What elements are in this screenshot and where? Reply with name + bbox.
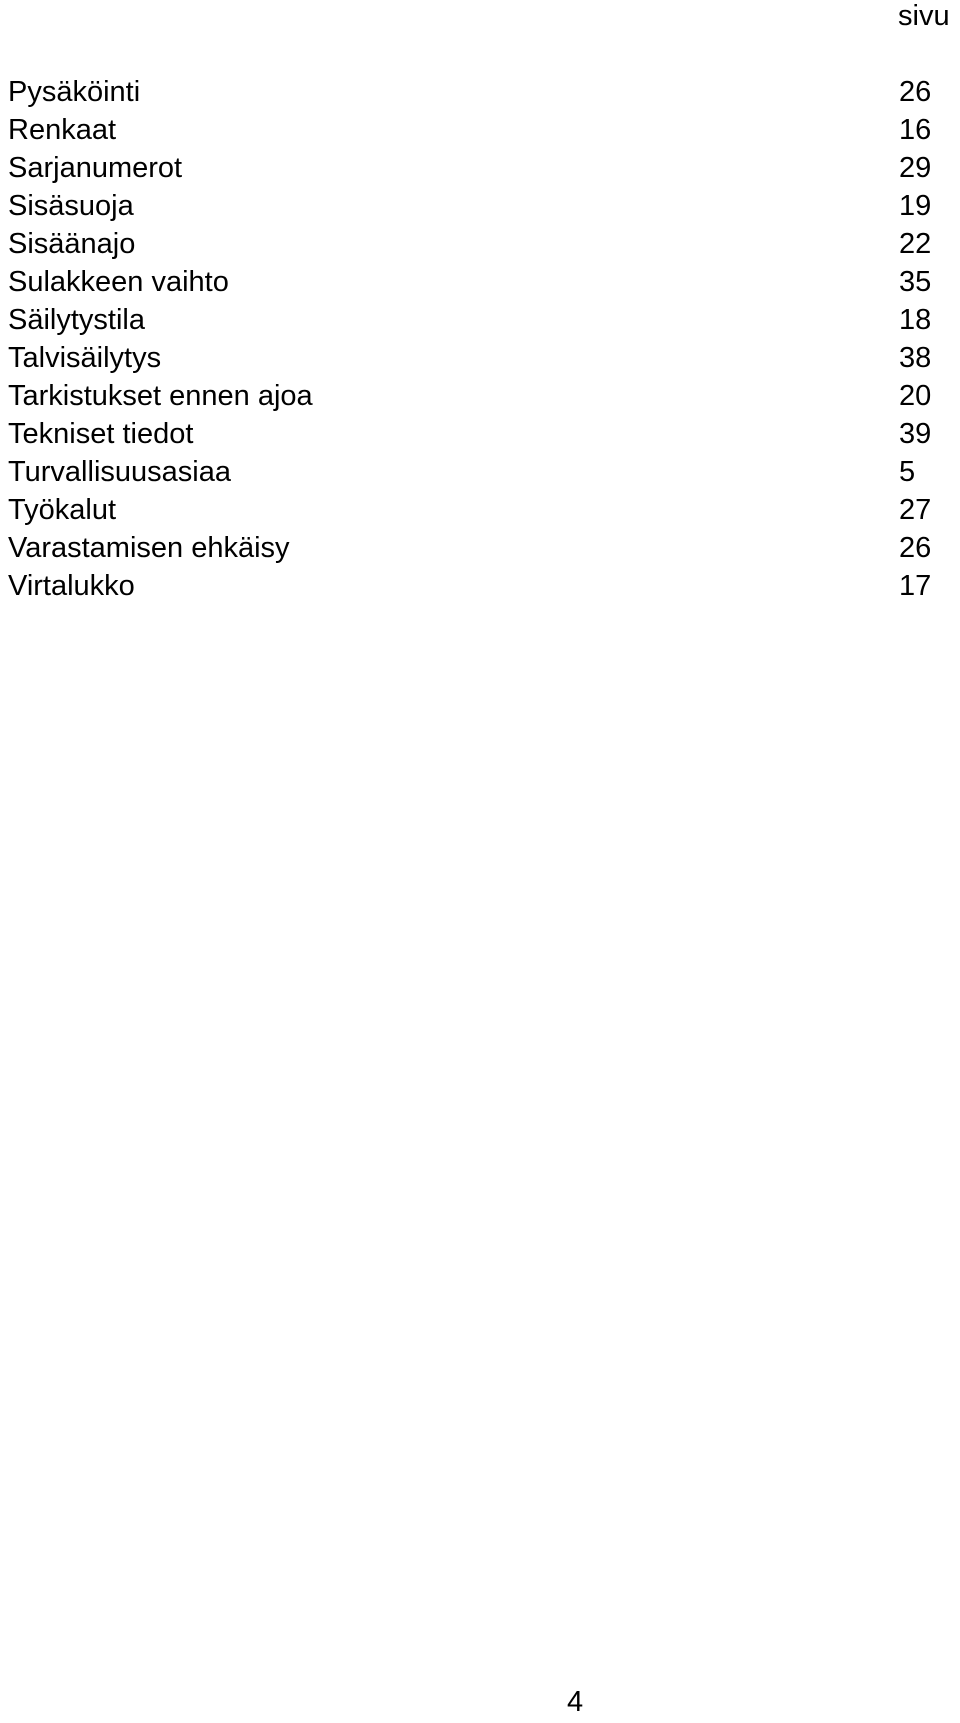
index-row: [8, 491, 938, 529]
index-page-ref: 39: [899, 418, 932, 450]
index-row: [8, 111, 938, 149]
index-page-ref: 29: [899, 152, 932, 184]
index-page-ref: 20: [899, 380, 932, 412]
index-page-ref: 18: [899, 304, 932, 336]
index-term: Sisäänajo: [8, 228, 136, 260]
index-term: Tarkistukset ennen ajoa: [8, 380, 313, 412]
index-term: Sarjanumerot: [8, 152, 183, 184]
index-row: [8, 301, 938, 339]
index-page-ref: 16: [899, 114, 932, 146]
index-row: [8, 339, 938, 377]
index-term: Säilytystila: [8, 304, 145, 336]
page-column-heading: sivu: [898, 0, 950, 32]
index-page-ref: 19: [899, 190, 932, 222]
index-page-ref: 22: [899, 228, 932, 260]
index-term: Turvallisuusasiaa: [8, 456, 231, 488]
page-header: [0, 0, 960, 40]
index-term: Tekniset tiedot: [8, 418, 194, 450]
index-row: [8, 453, 938, 491]
index-term: Työkalut: [8, 494, 116, 526]
index-term: Renkaat: [8, 114, 117, 146]
index-row: [8, 567, 938, 605]
index-page-ref: 38: [899, 342, 932, 374]
index-page-ref: 26: [899, 76, 932, 108]
index-term: Virtalukko: [8, 570, 135, 602]
index-row: [8, 225, 938, 263]
index-page-ref: 35: [899, 266, 932, 298]
index-term: Talvisäilytys: [8, 342, 162, 374]
index-row: [8, 377, 938, 415]
index-term: Pysäköinti: [8, 76, 141, 108]
index-row: [8, 149, 938, 187]
index-term: Varastamisen ehkäisy: [8, 532, 290, 564]
index-row: [8, 529, 938, 567]
index-row: [8, 73, 938, 111]
index-page-ref: 5: [899, 456, 916, 488]
index-page-ref: 27: [899, 494, 932, 526]
index-list: [8, 73, 938, 605]
page-number: 4: [567, 1686, 584, 1718]
index-term: Sisäsuoja: [8, 190, 134, 222]
index-row: [8, 415, 938, 453]
index-row: [8, 263, 938, 301]
index-page-ref: 26: [899, 532, 932, 564]
index-page-ref: 17: [899, 570, 932, 602]
index-term: Sulakkeen vaihto: [8, 266, 229, 298]
index-row: [8, 187, 938, 225]
